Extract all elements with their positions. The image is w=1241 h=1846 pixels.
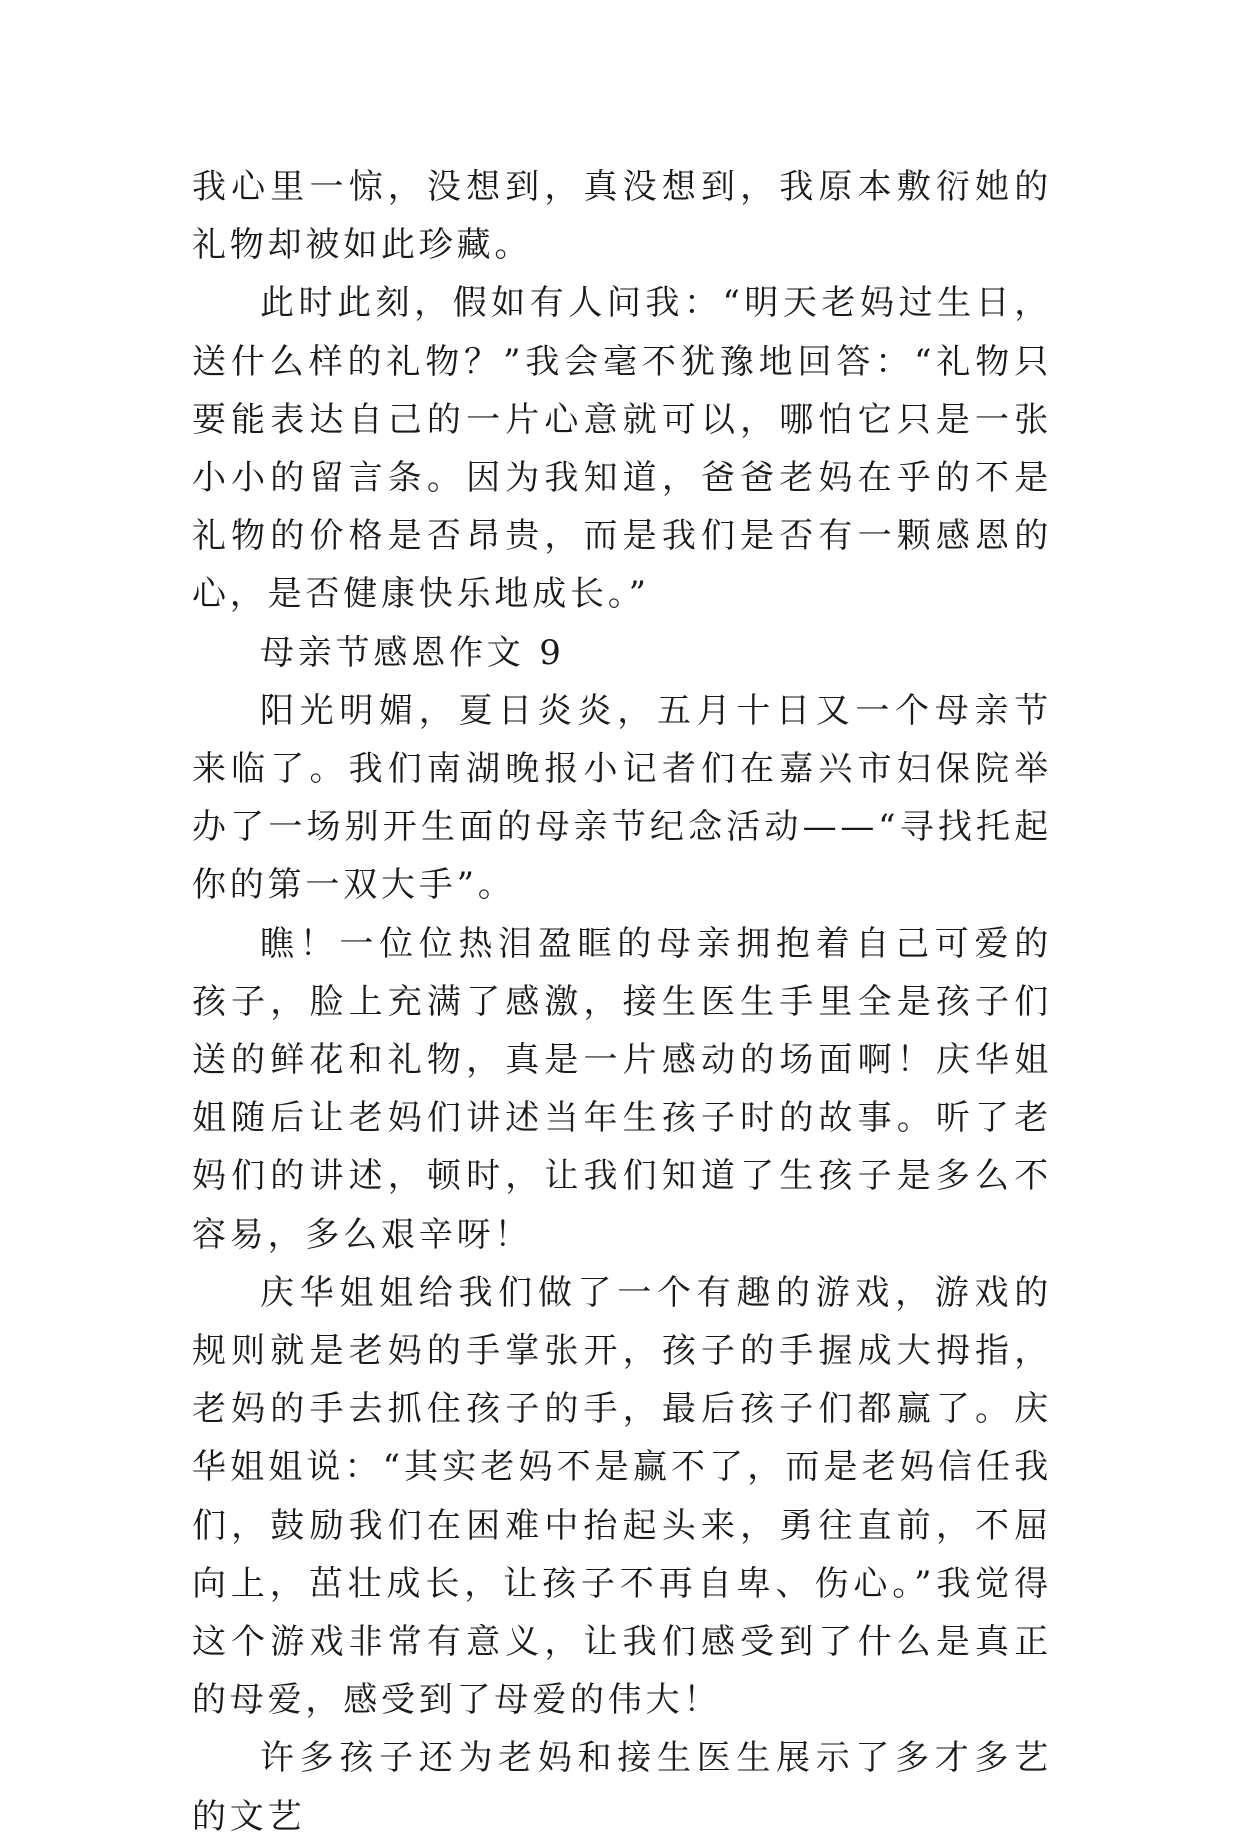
document-body <box>192 158 1052 1846</box>
paragraph-1: 我心里一惊，没想到，真没想到，我原本敷衍她的礼物却被如此珍藏。 <box>192 167 1052 266</box>
section-heading: 母亲节感恩作文 9 <box>260 632 565 673</box>
paragraph-4: 瞧！一位位热泪盈眶的母亲拥抱着自己可爱的孩子，脸上充满了感激，接生医生手里全是孩子们送的鲜花和礼物，真是一片感动的场面啊！庆华姐姐随后让老妈们讲述当年生孩子时的故事。听了老妈们的讲述，顿时，让我们知道了生孩子是多么不容易，多么艰辛呀！ <box>192 923 1052 1255</box>
paragraph-6: 许多孩子还为老妈和接生医生展示了多才多艺的文艺 <box>192 1738 1052 1837</box>
paragraph-2: 此时此刻，假如有人问我：“明天老妈过生日，送什么样的礼物？”我会毫不犹豫地回答：“礼物只要能表达自己的一片心意就可以，哪怕它只是一张小小的留言条。因为我知道，爸爸老妈在乎的不是礼物的价格是否昂贵，而是我们是否有一颗感恩的心，是否健康快乐地成长。” <box>192 283 1052 615</box>
paragraph-3: 阳光明媚，夏日炎炎，五月十日又一个母亲节来临了。我们南湖晚报小记者们在嘉兴市妇保院举办了一场别开生面的母亲节纪念活动——“寻找托起你的第一双大手”。 <box>192 690 1052 906</box>
paragraph-5: 庆华姐姐给我们做了一个有趣的游戏，游戏的规则就是老妈的手掌张开，孩子的手握成大拇指，老妈的手去抓住孩子的手，最后孩子们都赢了。庆华姐姐说：“其实老妈不是赢不了，而是老妈信任我们，鼓励我们在困难中抬起头来，勇往直前，不屈向上，茁壮成长，让孩子不再自卑、伤心。”我觉得这个游戏非常有意义，让我们感受到了什么是真正的母爱，感受到了母爱的伟大！ <box>192 1272 1052 1721</box>
